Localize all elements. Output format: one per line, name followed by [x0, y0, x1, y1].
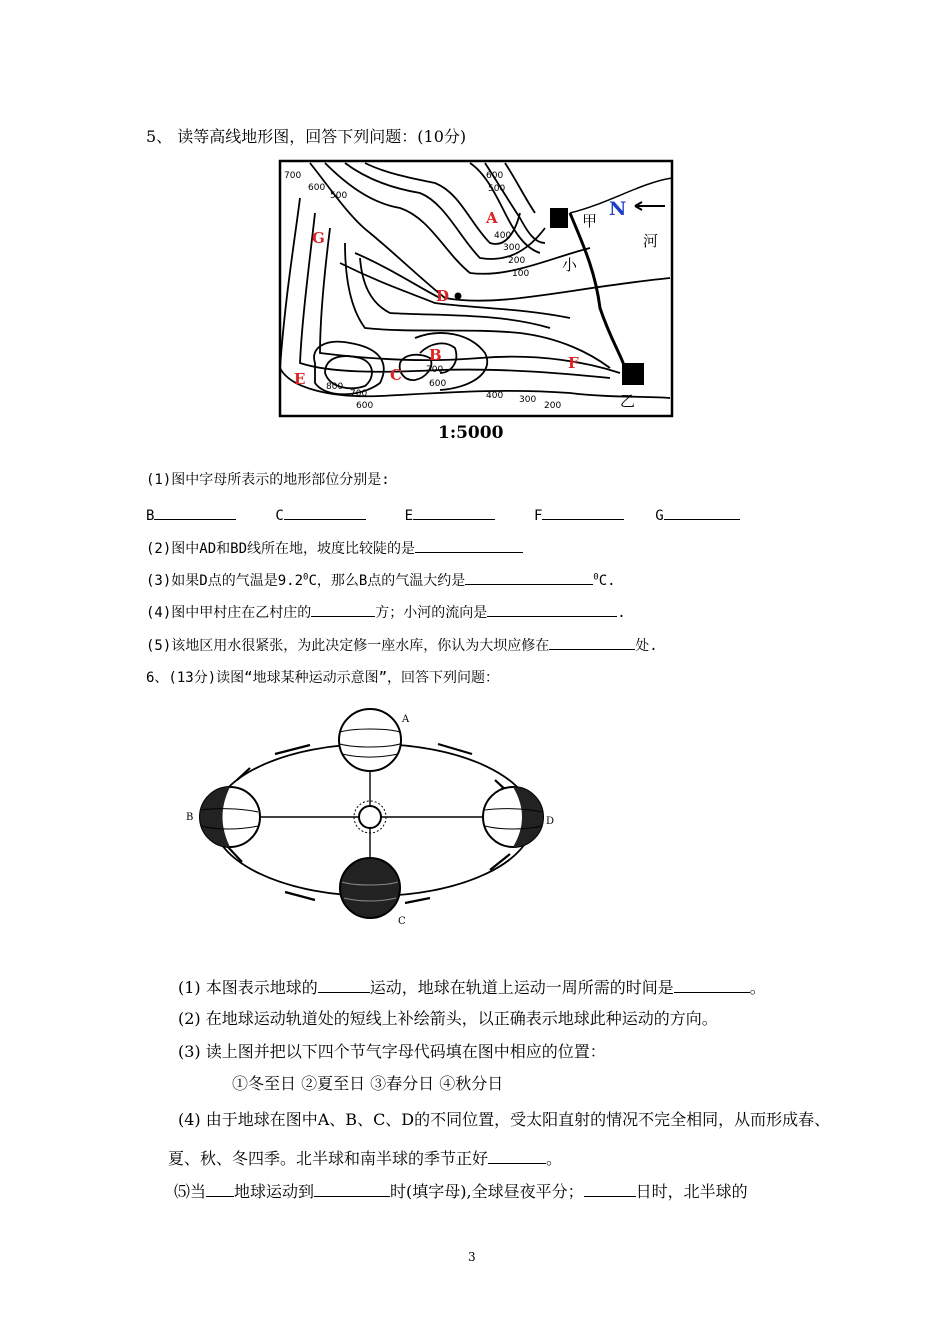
q6-title: 6、(13分)读图“地球某种运动示意图”，回答下列问题：	[146, 670, 499, 686]
svg-text:600: 600	[356, 401, 374, 411]
q6-s4-line2: 夏、秋、冬四季。北半球和南半球的季节正好 。	[168, 1149, 563, 1168]
label-f: F	[568, 354, 579, 372]
q6-s2: (2) 在地球运动轨道处的短线上补绘箭头，以正确表示地球此种运动的方向。	[178, 1009, 718, 1028]
blank-s5-3[interactable]	[584, 1180, 636, 1197]
svg-text:200: 200	[508, 256, 526, 266]
svg-text:200: 200	[544, 401, 562, 411]
svg-text:400: 400	[494, 231, 512, 241]
page-number: 3	[468, 1250, 476, 1264]
earth-d	[483, 787, 543, 847]
svg-text:C: C	[398, 916, 406, 927]
svg-text:800: 800	[326, 382, 344, 392]
blank-c[interactable]	[284, 504, 366, 520]
svg-text:400: 400	[486, 391, 504, 401]
q6-s3: (3) 读上图并把以下四个节气字母代码填在图中相应的位置：	[178, 1042, 606, 1061]
earth-a	[339, 709, 401, 771]
label-e: E	[294, 370, 306, 388]
earth-c	[340, 858, 400, 918]
blank-dam[interactable]	[549, 634, 635, 650]
contour-map	[270, 158, 680, 448]
earth-orbit-diagram	[180, 702, 570, 942]
village-jia-icon	[550, 208, 568, 228]
svg-text:600: 600	[486, 171, 504, 181]
q6-s3-options: ①冬至日 ②夏至日 ③春分日 ④秋分日	[232, 1074, 504, 1093]
q6-s5: ⑸当 地球运动到 时(填字母),全球昼夜平分； 日时，北半球的	[174, 1182, 748, 1201]
north-label: N	[609, 198, 627, 220]
river-label-2: 河	[643, 232, 659, 250]
village-yi-label: 乙	[620, 392, 636, 410]
blank-seasons[interactable]	[488, 1147, 546, 1164]
blank-g[interactable]	[664, 504, 740, 520]
svg-text:300: 300	[503, 243, 521, 253]
label-d: D	[436, 287, 450, 305]
blank-s5-2[interactable]	[314, 1180, 390, 1197]
svg-text:500: 500	[330, 191, 348, 201]
river-label-1: 小	[562, 256, 578, 274]
q5-sub4: (4)图中甲村庄在乙村庄的 方；小河的流向是 .	[146, 601, 626, 622]
label-c: C	[390, 366, 402, 384]
svg-text:B: B	[186, 812, 194, 823]
blank-temp[interactable]	[465, 569, 593, 585]
q5-sub1: (1)图中字母所表示的地形部位分别是:	[146, 472, 390, 488]
q6-s1: (1) 本图表示地球的 运动，地球在轨道上运动一周所需的时间是 。	[178, 978, 766, 997]
blank-motion[interactable]	[318, 976, 370, 993]
svg-text:500: 500	[488, 184, 506, 194]
blank-e[interactable]	[413, 504, 495, 520]
q5-sub1-answers: B C E F G	[146, 504, 740, 524]
q5-sub3: (3)如果D点的气温是$9.2^0C$，那么B点的气温大约是 $^0$C.	[146, 569, 616, 590]
point-d-dot	[455, 293, 462, 300]
svg-text:600: 600	[429, 379, 447, 389]
blank-b[interactable]	[154, 504, 236, 520]
svg-text:100: 100	[512, 269, 530, 279]
svg-text:D: D	[546, 816, 555, 827]
svg-text:300: 300	[519, 395, 537, 405]
village-jia-label: 甲	[582, 212, 598, 230]
blank-slope[interactable]	[415, 537, 523, 553]
sun-icon	[359, 806, 381, 828]
svg-text:600: 600	[308, 183, 326, 193]
north-arrow-icon	[635, 202, 665, 210]
label-a: A	[486, 209, 498, 227]
svg-text:700: 700	[284, 171, 302, 181]
blank-f[interactable]	[542, 504, 624, 520]
q6-s4-line1: (4) 由于地球在图中A、B、C、D的不同位置，受太阳直射的情况不完全相同，从而形成春、	[178, 1110, 831, 1129]
earth-b	[200, 787, 260, 847]
q5-sub5: (5)该地区用水很紧张，为此决定修一座水库，你认为大坝应修在 处.	[146, 634, 658, 655]
blank-direction[interactable]	[311, 601, 375, 617]
svg-text:700: 700	[350, 389, 368, 399]
blank-period[interactable]	[674, 976, 750, 993]
village-yi-icon	[622, 363, 644, 385]
svg-text:700: 700	[426, 365, 444, 375]
blank-s5-1[interactable]	[206, 1180, 234, 1197]
label-g: G	[312, 229, 325, 247]
label-b: B	[429, 346, 442, 364]
map-scale: 1:5000	[438, 423, 504, 443]
q5-title: 5、 读等高线地形图，回答下列问题：(10分)	[146, 127, 467, 146]
svg-text:A: A	[402, 714, 410, 725]
blank-flow[interactable]	[487, 601, 617, 617]
q5-sub2: (2)图中AD和BD线所在地，坡度比较陡的是	[146, 537, 523, 558]
